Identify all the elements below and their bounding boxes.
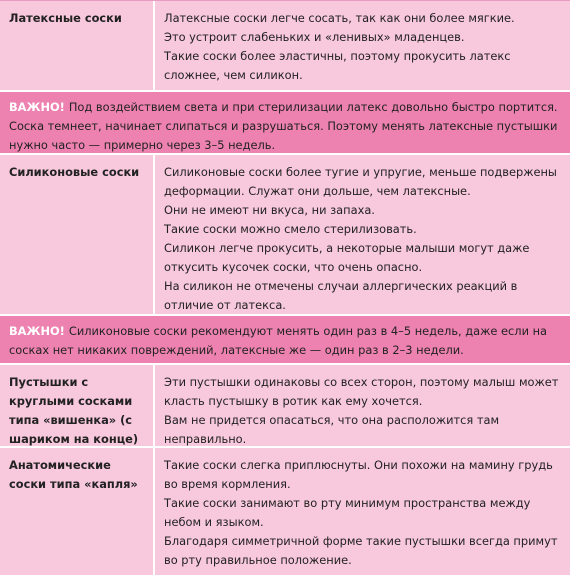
note-block [0, 92, 570, 153]
description-line: Такие соски занимают во рту минимум пространства между небом и языком. [164, 496, 531, 529]
note-text: Под воздействием света и при стерилизации латекс довольно быстро портится. Соска темнеет, начинает слипаться и разрушаться. Поэтому менять латексные пустышки нужно часто — примерно через 3–5 недель. [9, 100, 558, 152]
description-line: На силикон не отмечены случаи аллергических реакций в отличие от латекса. [164, 279, 518, 312]
important-label: ВАЖНО! [9, 324, 65, 338]
row-label: Латексные соски [0, 1, 155, 90]
description-line: Эти пустышки одинаковы со всех сторон, поэтому малыш может класть пустышку в ротик как ему хочется. [164, 375, 559, 408]
table-row-silicone [0, 155, 570, 316]
important-note-silicone [0, 316, 570, 365]
description-line: Силиконовые соски более тугие и упругие, меньше подвержены деформации. Служат они дольше, чем латексные. [164, 165, 557, 198]
important-label: ВАЖНО! [9, 100, 65, 114]
row-label: Пустышки с круглыми сосками типа «вишенка» (с шариком на конце) [0, 365, 155, 446]
note-text: Силиконовые соски рекомендуют менять один раз в 4–5 недель, даже если на сосках нет никаких повреждений, латексные же — один раз в 2–3 недели. [9, 324, 548, 357]
description-line: Благодаря симметричной форме такие пустышки всегда примут во рту правильное положение. [164, 534, 558, 567]
note-block [0, 316, 570, 363]
description-line: Латексные соски легче сосать, так как они более мягкие. [164, 11, 515, 25]
row-description [155, 365, 570, 446]
description-line: Вам не придется опасаться, что она расположится там неправильно. [164, 413, 500, 446]
description-line: Такие соски более эластичны, поэтому прокусить латекс сложнее, чем силикон. [164, 49, 511, 82]
description-line: Они не имеют ни вкуса, ни запаха. [164, 203, 375, 217]
description-line: Такие соски слегка приплюснуты. Они похожи на мамину грудь во время кормления. [164, 458, 553, 491]
important-note-latex [0, 92, 570, 155]
description-line: Это устроит слабеньких и «ленивых» младенцев. [164, 30, 465, 44]
table-row-anatomical [0, 448, 570, 577]
table-row-latex [0, 1, 570, 92]
row-description [155, 448, 570, 575]
description-line: Такие соски можно смело стерилизовать. [164, 222, 417, 236]
row-description [155, 1, 570, 90]
row-label: Анатомические соски типа «капля» [0, 448, 155, 575]
description-line: Силикон легче прокусить, а некоторые малыши могут даже откусить кусочек соски, что очень опасно. [164, 241, 530, 274]
table-row-cherry [0, 365, 570, 448]
row-label: Силиконовые соски [0, 155, 155, 314]
row-description [155, 155, 570, 314]
